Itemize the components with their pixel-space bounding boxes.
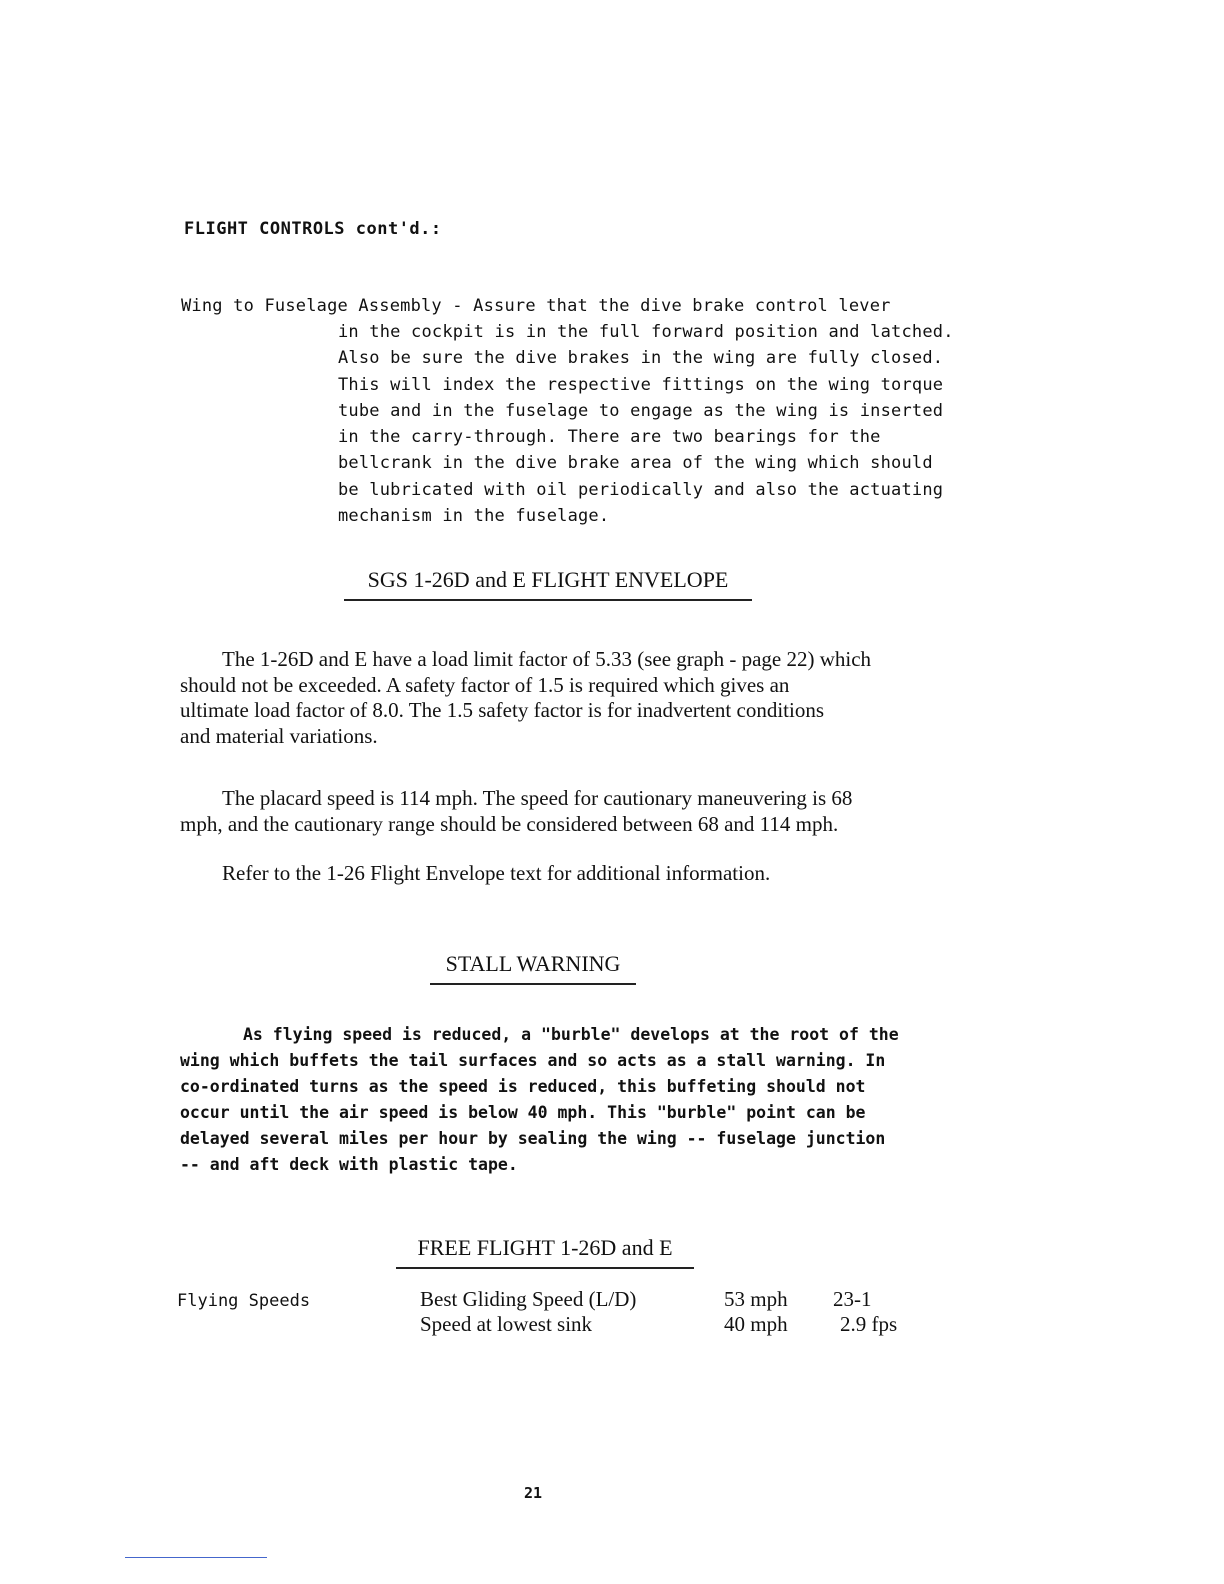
wing-assembly-line: tube and in the fuselage to engage as the wing is inserted	[338, 400, 944, 421]
envelope-line: should not be exceeded. A safety factor of 1.5 is required which gives an	[180, 672, 790, 697]
table-speed-cell: 53 mph	[724, 1287, 788, 1311]
table-value-cell: 23-1	[833, 1287, 872, 1311]
wing-assembly-line: mechanism in the fuselage.	[338, 506, 610, 527]
table-speed-cell: 40 mph	[724, 1312, 788, 1336]
wing-assembly-line: in the carry-through. There are two bearings for the	[338, 427, 881, 448]
envelope-paragraph-refer: Refer to the 1-26 Flight Envelope text for additional information.	[222, 861, 771, 885]
table-item-cell: Best Gliding Speed (L/D)	[420, 1287, 637, 1311]
envelope-line: The placard speed is 114 mph. The speed for cautionary maneuvering is 68	[222, 786, 853, 810]
wing-assembly-line: be lubricated with oil periodically and also the actuating	[338, 479, 944, 500]
envelope-paragraph-load	[180, 647, 871, 749]
flying-speeds-label: Flying Speeds	[177, 1291, 311, 1311]
section-header: FLIGHT CONTROLS cont'd.:	[184, 219, 442, 239]
stall-warning-paragraph	[180, 1022, 899, 1179]
stall-line: wing which buffets the tail surfaces and so acts as a stall warning. In	[180, 1051, 886, 1071]
wing-assembly-line: bellcrank in the dive brake area of the wing which should	[338, 453, 933, 474]
stall-line: occur until the air speed is below 40 mph. This "burble" point can be	[180, 1103, 866, 1123]
footer-rule	[125, 1557, 267, 1558]
free-flight-title: FREE FLIGHT 1-26D and E	[396, 1235, 694, 1269]
flight-envelope-title: SGS 1-26D and E FLIGHT ENVELOPE	[344, 567, 752, 601]
wing-assembly-line: in the cockpit is in the full forward position and latched.	[338, 322, 954, 342]
stall-line: delayed several miles per hour by sealing the wing -- fuselage junction	[180, 1129, 886, 1149]
table-item-cell: Speed at lowest sink	[420, 1312, 593, 1336]
wing-assembly-body	[338, 319, 954, 529]
wing-assembly-lead: Wing to Fuselage Assembly - Assure that the dive brake control lever	[181, 296, 891, 316]
stall-line: -- and aft deck with plastic tape.	[180, 1155, 518, 1175]
envelope-paragraph-speed	[180, 786, 852, 837]
stall-line: As flying speed is reduced, a "burble" develops at the root of the	[243, 1025, 899, 1044]
table-value-cell: 2.9 fps	[840, 1312, 898, 1336]
stall-line: co-ordinated turns as the speed is reduced, this buffeting should not	[180, 1077, 866, 1097]
envelope-line: ultimate load factor of 8.0. The 1.5 safety factor is for inadvertent conditions	[180, 698, 824, 722]
envelope-line: The 1-26D and E have a load limit factor of 5.33 (see graph - page 22) which	[222, 647, 872, 671]
wing-assembly-line: Also be sure the dive brakes in the wing are fully closed.	[338, 348, 944, 369]
stall-warning-title: STALL WARNING	[430, 951, 636, 985]
envelope-line: mph, and the cautionary range should be considered between 68 and 114 mph.	[180, 811, 839, 836]
envelope-line: and material variations.	[180, 723, 378, 748]
wing-assembly-line: This will index the respective fittings on the wing torque	[338, 374, 944, 395]
page-number: 21	[524, 1484, 543, 1502]
